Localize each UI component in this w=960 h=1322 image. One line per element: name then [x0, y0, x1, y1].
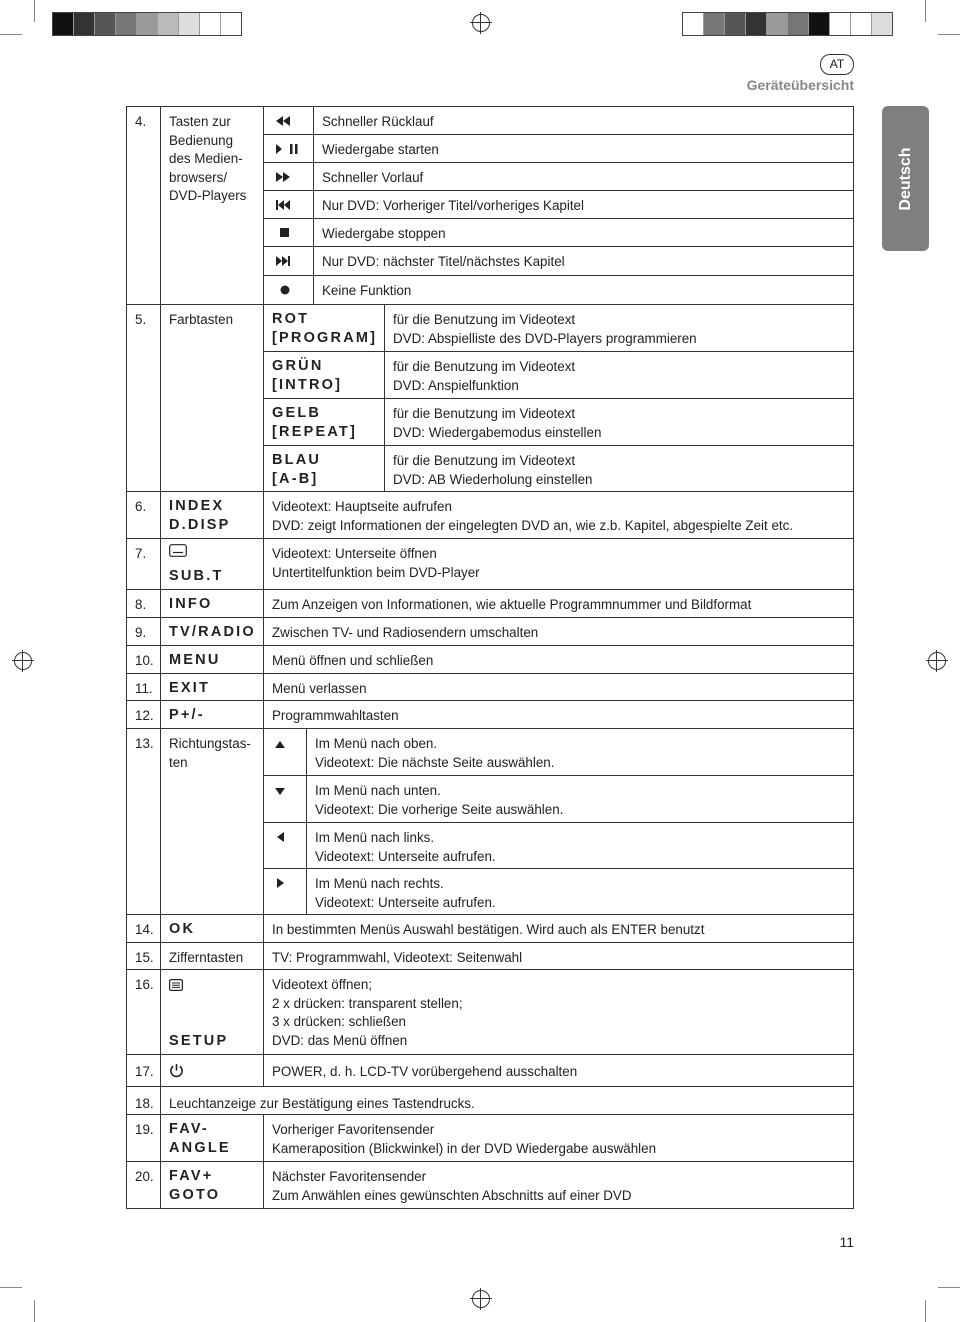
arrow-right-icon [277, 878, 284, 888]
desc-line: Im Menü nach rechts. [315, 876, 444, 891]
key-index [160, 491, 264, 539]
key-name: FAV- [169, 1121, 209, 1137]
key-symbol-cell [263, 775, 307, 823]
desc-line: Videotext öffnen; [272, 977, 373, 992]
color-key-blue [263, 445, 385, 492]
color-bar-left [52, 12, 242, 36]
key-description: Programmwahltasten [263, 700, 854, 729]
key-symbol-cell [263, 190, 314, 219]
key-alt-name: [PROGRAM] [272, 330, 378, 346]
crop-mark [925, 1300, 926, 1322]
fast-forward-icon [276, 172, 290, 182]
key-symbol-cell [263, 275, 314, 305]
desc-line: Vorheriger Favoritensender [272, 1122, 435, 1137]
key-description: Menü verlassen [263, 673, 854, 701]
play-pause-icon [276, 144, 300, 154]
key-description [384, 445, 854, 492]
key-menu: MENU [160, 645, 264, 674]
key-symbol-cell [263, 162, 314, 191]
key-description [306, 728, 854, 776]
key-description [263, 969, 854, 1055]
desc-line: Untertitelfunktion beim DVD-Player [272, 564, 480, 580]
crop-mark [0, 1287, 22, 1288]
key-setup [160, 969, 264, 1055]
key-alt-name: GOTO [169, 1187, 221, 1203]
crop-mark [0, 34, 22, 35]
desc-line: Im Menü nach unten. [315, 783, 441, 798]
color-bar-right [682, 12, 893, 36]
key-description: Wiedergabe stoppen [313, 218, 854, 247]
desc-line: Videotext: Hauptseite aufrufen [272, 499, 452, 514]
key-description: Zum Anzeigen von Informationen, wie aktuelle Programmnummer und Bildformat [263, 589, 854, 618]
key-symbol-cell [263, 106, 314, 135]
row-number: 8. [126, 589, 161, 618]
key-description: In bestimmten Menüs Auswahl bestätigen. Wird auch als ENTER benutzt [263, 914, 854, 943]
key-description [384, 304, 854, 352]
desc-line: DVD: Abspielliste des DVD-Players programmieren [393, 330, 697, 346]
key-alt-name: ANGLE [169, 1140, 231, 1156]
key-name: SETUP [169, 1032, 229, 1049]
row-number: 19. [126, 1114, 161, 1162]
key-description: Leuchtanzeige zur Bestätigung eines Tastendrucks. [160, 1086, 854, 1115]
key-description: Menü öffnen und schließen [263, 645, 854, 674]
key-description [384, 351, 854, 399]
page-number: 11 [839, 1234, 854, 1250]
row-number: 4. [126, 106, 161, 305]
key-program: P+/- [160, 700, 264, 729]
key-ok: OK [160, 914, 264, 943]
previous-icon [276, 200, 290, 210]
row-number: 11. [126, 673, 161, 701]
registration-mark [472, 1290, 490, 1308]
key-symbol-cell [263, 868, 307, 915]
crop-mark [34, 0, 35, 22]
key-description: Nur DVD: Vorheriger Titel/vorheriges Kapitel [313, 190, 854, 219]
desc-line: Videotext: Die vorherige Seite auswählen. [315, 801, 564, 817]
key-name: INDEX [169, 498, 225, 514]
crop-mark [938, 1287, 960, 1288]
row-number: 15. [126, 942, 161, 970]
arrow-up-icon [275, 741, 285, 748]
key-alt-name: [A-B] [272, 471, 319, 487]
row-number: 17. [126, 1054, 161, 1087]
arrow-left-icon [277, 832, 284, 842]
desc-line: Videotext: Unterseite aufrufen. [315, 848, 496, 864]
row-number: 13. [126, 728, 161, 915]
key-name: GELB [272, 405, 322, 421]
desc-line: für die Benutzung im Videotext [393, 453, 576, 468]
key-symbol-cell [263, 822, 307, 869]
desc-line: Zum Anwählen eines gewünschten Abschnitts auf einer DVD [272, 1187, 632, 1203]
crop-mark [925, 0, 926, 22]
row-label: Zifferntasten [160, 942, 264, 970]
country-badge: AT [820, 54, 854, 75]
key-name: ROT [272, 311, 310, 327]
desc-line: für die Benutzung im Videotext [393, 312, 576, 327]
key-power [160, 1054, 264, 1087]
color-key-yellow [263, 398, 385, 446]
desc-line: DVD: das Menü öffnen [272, 1032, 408, 1048]
row-number: 12. [126, 700, 161, 729]
desc-line: DVD: Anspielfunktion [393, 377, 519, 393]
key-symbol-cell [263, 218, 314, 247]
desc-line: Kameraposition (Blickwinkel) in der DVD Wiedergabe auswählen [272, 1140, 657, 1156]
key-tv-radio: TV/RADIO [160, 617, 264, 646]
key-description [306, 775, 854, 823]
key-name: GRÜN [272, 358, 324, 374]
teletext-icon [169, 979, 183, 991]
desc-line: Nächster Favoritensender [272, 1169, 427, 1184]
key-description: Schneller Rücklauf [313, 106, 854, 135]
row-number: 5. [126, 304, 161, 492]
key-symbol-cell [263, 134, 314, 163]
subtitle-icon [169, 544, 187, 557]
registration-mark [14, 652, 32, 670]
row-number: 18. [126, 1086, 161, 1115]
key-alt-name: [INTRO] [272, 377, 343, 393]
key-description [306, 868, 854, 915]
row-number: 7. [126, 538, 161, 590]
record-icon [280, 285, 290, 295]
key-description [263, 538, 854, 590]
language-tab [882, 106, 929, 251]
key-description: TV: Programmwahl, Videotext: Seitenwahl [263, 942, 854, 970]
desc-line: Videotext: Unterseite aufrufen. [315, 894, 496, 910]
desc-line: 3 x drücken: schließen [272, 1014, 406, 1029]
row-label: Tasten zur Bedienung des Medien-browsers/ DVD-Players [160, 106, 264, 305]
section-title: Geräteübersicht [746, 77, 854, 93]
row-number: 6. [126, 491, 161, 539]
key-subtitle [160, 538, 264, 590]
power-icon [169, 1063, 184, 1078]
arrow-down-icon [275, 788, 285, 795]
row-number: 9. [126, 617, 161, 646]
row-label: Farbtasten [160, 304, 264, 492]
language-tab-label: Deutsch [896, 146, 914, 211]
row-label: Richtungstas-ten [160, 728, 264, 915]
desc-line: Videotext: Unterseite öffnen [272, 546, 437, 561]
desc-line: für die Benutzung im Videotext [393, 406, 576, 421]
desc-line: Videotext: Die nächste Seite auswählen. [315, 754, 555, 770]
desc-line: DVD: Wiedergabemodus einstellen [393, 424, 602, 440]
key-fav-minus [160, 1114, 264, 1162]
desc-line: Im Menü nach oben. [315, 736, 438, 751]
row-number: 20. [126, 1161, 161, 1209]
crop-mark [938, 34, 960, 35]
key-description [263, 491, 854, 539]
desc-line: DVD: zeigt Informationen der eingelegten DVD an, wie z.b. Kapitel, abgespielte Zeit etc. [272, 517, 794, 533]
key-description: Wiedergabe starten [313, 134, 854, 163]
row-number: 14. [126, 914, 161, 943]
key-name: BLAU [272, 452, 322, 468]
key-description: Schneller Vorlauf [313, 162, 854, 191]
row-number: 16. [126, 969, 161, 1055]
row-number: 10. [126, 645, 161, 674]
key-fav-plus [160, 1161, 264, 1209]
key-alt-name: [REPEAT] [272, 424, 357, 440]
rewind-icon [276, 116, 290, 126]
registration-mark [472, 14, 490, 32]
key-description [263, 1161, 854, 1209]
desc-line: DVD: AB Wiederholung einstellen [393, 471, 593, 487]
desc-line: für die Benutzung im Videotext [393, 359, 576, 374]
key-symbol-cell [263, 728, 307, 776]
key-description [306, 822, 854, 869]
desc-line: Im Menü nach links. [315, 830, 435, 845]
key-symbol-cell [263, 246, 314, 276]
key-alt-name: D.DISP [169, 517, 231, 533]
key-description [384, 398, 854, 446]
key-name: SUB.T [169, 567, 224, 584]
next-icon [276, 256, 290, 266]
key-description: Nur DVD: nächster Titel/nächstes Kapitel [313, 246, 854, 276]
desc-line: 2 x drücken: transparent stellen; [272, 995, 463, 1011]
key-description: Keine Funktion [313, 275, 854, 305]
registration-mark [928, 652, 946, 670]
key-description [263, 1114, 854, 1162]
stop-icon [280, 228, 290, 238]
key-description: POWER, d. h. LCD-TV vorübergehend ausschalten [263, 1054, 854, 1087]
key-description: Zwischen TV- und Radiosendern umschalten [263, 617, 854, 646]
key-info: INFO [160, 589, 264, 618]
key-exit: EXIT [160, 673, 264, 701]
crop-mark [34, 1300, 35, 1322]
color-key-green [263, 351, 385, 399]
key-name: FAV+ [169, 1168, 214, 1184]
color-key-red [263, 304, 385, 352]
